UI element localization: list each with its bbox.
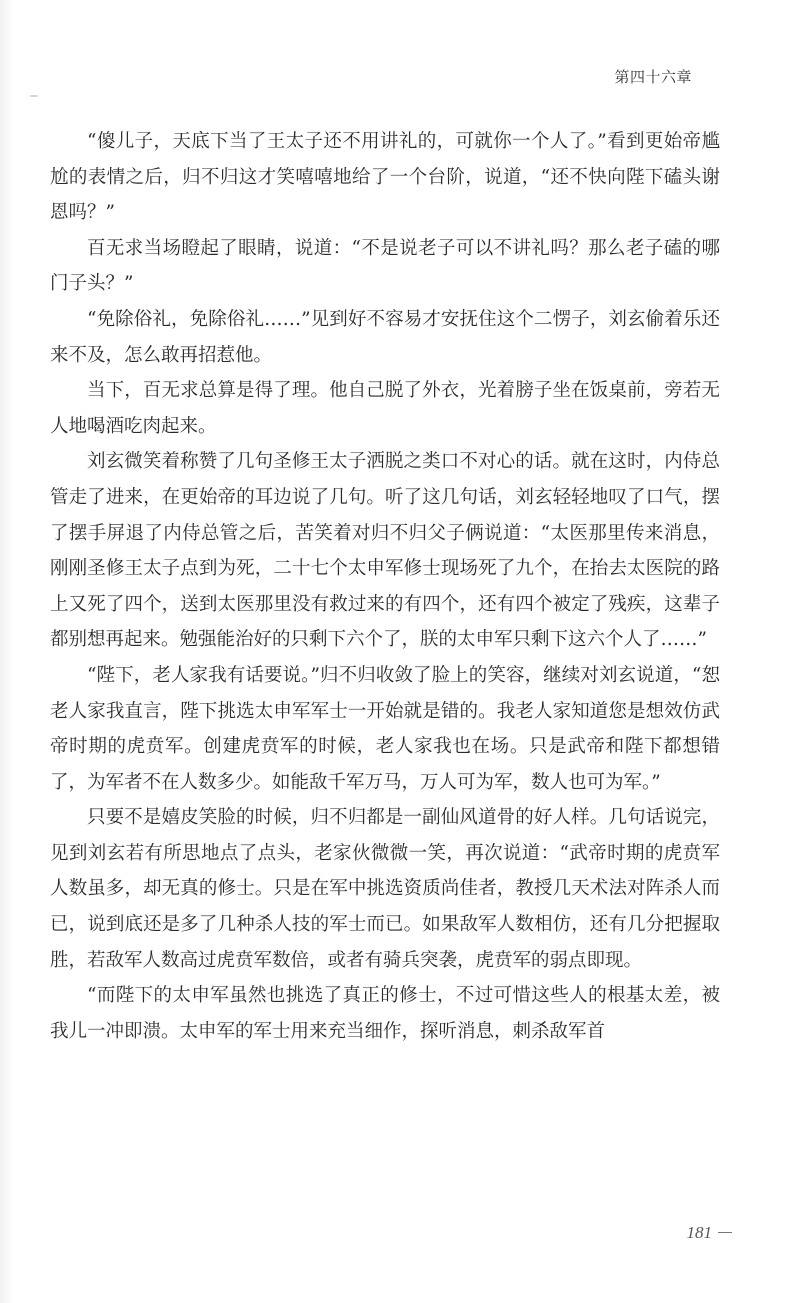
paragraph: 当下，百无求总算是得了理。他自己脱了外衣，光着膀子坐在饭桌前，旁若无人地喝酒吃肉起来。 xyxy=(50,380,720,437)
spine-shadow xyxy=(0,0,14,1303)
paragraph: “而陛下的太申军虽然也挑选了真正的修士，不过可惜这些人的根基太差，被我儿一冲即溃。太申军的军士用来充当细作，探听消息，刺杀敌军首 xyxy=(50,985,720,1042)
paragraph: 只要不是嬉皮笑脸的时候，归不归都是一副仙风道骨的好人样。几句话说完，见到刘玄若有所思地点了点头，老家伙微微一笑，再次说道：“武帝时期的虎贲军人数虽多，却无真的修士。只是在军中挑选资质尚佳者，教授几天术法对阵杀人而已，说到底还是多了几种杀人技的军士而已。如果敌军人数相仿，还有几分把握取胜，若敌军人数高过虎贲军数倍，或者有骑兵突袭，虎贲军的弱点即现。 xyxy=(50,807,720,971)
paragraph: 百无求当场瞪起了眼睛，说道：“不是说老子可以不讲礼吗？那么老子磕的哪门子头？” xyxy=(50,237,720,295)
scan-speck xyxy=(30,95,38,97)
paragraph: “傻儿子，天底下当了王太子还不用讲礼的，可就你一个人了。”看到更始帝尴尬的表情之后，归不归这才笑嘻嘻地给了一个台阶，说道，“还不快向陛下磕头谢恩吗？” xyxy=(50,131,720,224)
paragraph: “免除俗礼，免除俗礼……”见到好不容易才安抚住这个二愣子，刘玄偷着乐还来不及，怎么敢再招惹他。 xyxy=(50,308,720,366)
page-number: 181 xyxy=(686,1223,712,1242)
page-number-dash xyxy=(718,1232,732,1233)
paragraph: 刘玄微笑着称赞了几句圣修王太子洒脱之类口不对心的话。就在这时，内侍总管走了进来，在更始帝的耳边说了几句。听了这几句话，刘玄轻轻地叹了口气，摆了摆手屏退了内侍总管之后，苦笑着对归不归父子俩说道：“太医那里传来消息，刚刚圣修王太子点到为死，二十七个太申军修士现场死了九个，在抬去太医院的路上又死了四个，送到太医那里没有救过来的有四个，还有四个被定了残疾，这辈子都别想再起来。勉强能治好的只剩下六个了，朕的太申军只剩下这六个人了……” xyxy=(50,451,720,651)
paragraph: “陛下，老人家我有话要说。”归不归收敛了脸上的笑容，继续对刘玄说道，“恕老人家我直言，陛下挑选太申军军士一开始就是错的。我老人家知道您是想效仿武帝时期的虎贲军。创建虎贲军的时候，老人家我也在场。只是武帝和陛下都想错了，为军者不在人数多少。如能敌千军万马，万人可为军，数人也可为军。” xyxy=(50,664,720,793)
chapter-header: 第四十六章 xyxy=(614,68,692,86)
body-text xyxy=(50,124,720,1049)
